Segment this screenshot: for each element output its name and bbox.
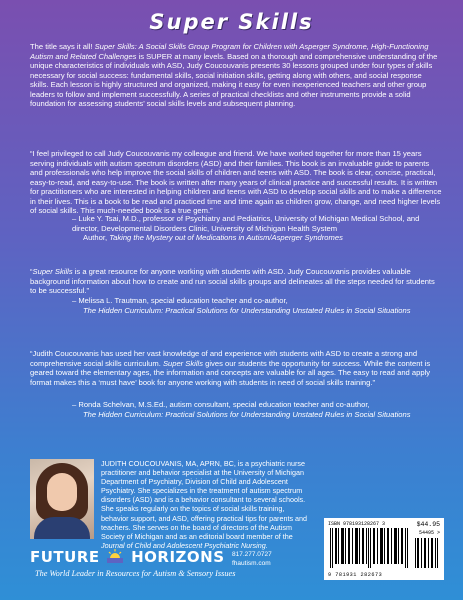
quote-schelvan-title-ref: Super Skills [162, 358, 204, 368]
isbn-barcode [324, 518, 444, 580]
quote-tsai-author [72, 214, 442, 243]
quote-schelvan-book: The Hidden Curriculum: Practical Solutions for Understanding Unstated Rules in Social Situations [83, 409, 411, 419]
quote-tsai-book: Taking the Mystery out of Medications in Autism/Asperger Syndromes [109, 233, 343, 242]
intro-text-start: The title says it all! [30, 42, 95, 51]
intro-book-title: Super Skills: A Social Skills Group Program for Children with Asperger Syndrome, High-Functioning Autism and Related Challenges [30, 42, 429, 61]
intro-paragraph [30, 42, 442, 109]
quote-trautman-open: “ [30, 267, 33, 276]
publisher-tagline: The World Leader in Resources for Autism & Sensory Issues [35, 569, 236, 578]
author-bio-text: JUDITH COUCOUVANIS, MA, APRN, BC, is a psychiatric nurse practitioner and behavior specialist at the University of Michigan Department of Psychiatry, Division of Child and Adolescent Psychiatry. She specializes in the treatment of autism spectrum disorders (ASD) and is a behavior consultant to several schools. She speaks regularly on the topics of social skills training, behavior support, and ASD, offering practical tips for parents and teachers. She serves on the board of directors of the Autism Society of Michigan and as an editorial board member of the [101, 459, 308, 541]
author-bio-journal: Journal of Child and Adolescent Psychiatric Nursing. [101, 540, 268, 550]
quote-schelvan-text-start: “Judith Coucouvanis has used her vast knowledge of and experience with students with ASD to create a strong and comprehensive social skills curriculum. [30, 349, 418, 368]
quote-tsai: “I feel privileged to call Judy Coucouvanis my colleague and friend. We have worked together for more than 15 years serving individuals with autism spectrum disorders (ASD) and their families. This book is an invaluable guide to parents and professionals who help improve the social skills of children and teens with ASD. The book is clear, concise, practical, easy-to-read, and easy-to-use. The book is written after many years of clinical practice and successful results. It is written for practitioners who are interested in helping children and teens with ASD to develop social skills and to make a difference in their lives. This is a book to be read and practiced time and time again as children grow, change, and need higher levels of social skills. This much-needed book is a true gem.” [30, 149, 442, 215]
author-photo [30, 459, 94, 539]
publisher-website[interactable]: fhautism.com [232, 560, 271, 567]
quote-trautman-author [72, 296, 442, 315]
intro-text-rest: is SUPER at many levels. Based on a thorough and comprehensive understanding of the unique characteristics of individuals with ASD, Judy Coucouvanis presents 30 lessons grouped under four types of skills necessary for social success: fundamental skills, social initiation skills, getting along with others, and social response skills. Each lesson is highly structured and organized, making it easy for even inexperienced teachers and other group leaders to follow and implement successfully. A series of practical checklists and other instruments provide a solid foundation for assessing students’ social skills levels and subsequent planning. [30, 51, 438, 108]
logo-word-future: FUTURE [30, 548, 100, 566]
quote-trautman-text: is a great resource for anyone working with students with ASD. Judy Coucouvanis provides valuable background information about how to create and run social skills groups and delineates all the steps needed for students to be successful.” [30, 267, 435, 295]
publisher-logo [30, 548, 225, 567]
quote-trautman-author-text: – Melissa L. Trautman, special education teacher and co-author, [72, 296, 288, 305]
barcode-price: $44.95 [416, 521, 440, 528]
logo-word-horizons: HORIZONS [131, 548, 225, 566]
quote-tsai-author-text: – Luke Y. Tsai, M.D., professor of Psychiatry and Pediatrics, University of Michigan Medical School, and director, Developmental Disorders Clinic, University of Michigan Health System [72, 214, 420, 233]
quote-trautman-book: The Hidden Curriculum: Practical Solutions for Understanding Unstated Rules in Social Situations [83, 305, 411, 315]
barcode-digits: 9 781931 282673 [328, 572, 383, 578]
quote-trautman [30, 267, 442, 296]
publisher-phone: 817.277.0727 [232, 551, 272, 558]
quote-tsai-book-prefix: Author, [83, 233, 110, 242]
barcode-isbn: ISBN 978193128267 3 [328, 521, 386, 527]
quote-schelvan-author [72, 400, 442, 419]
price-barcode-bars [414, 538, 440, 568]
barcode-bars [328, 528, 412, 568]
quote-schelvan-author-text: – Ronda Schelvan, M.S.Ed., autism consultant, special education teacher and co-author, [72, 400, 370, 409]
author-bio [101, 459, 313, 550]
barcode-price-code: 54495 > [418, 530, 440, 536]
quote-schelvan [30, 349, 442, 387]
horizon-sun-icon [107, 549, 123, 567]
quote-trautman-title-ref: Super Skills [32, 267, 73, 276]
quote-schelvan-text-rest: gives our students the opportunity for success. While the content is geared toward the elementary ages, the information and concepts are valuable for all ages. The easy to read and apply format makes this a ‘must have’ book for anyone working with students in need of social skills training.” [30, 358, 431, 387]
book-title: Super Skills [149, 10, 314, 34]
